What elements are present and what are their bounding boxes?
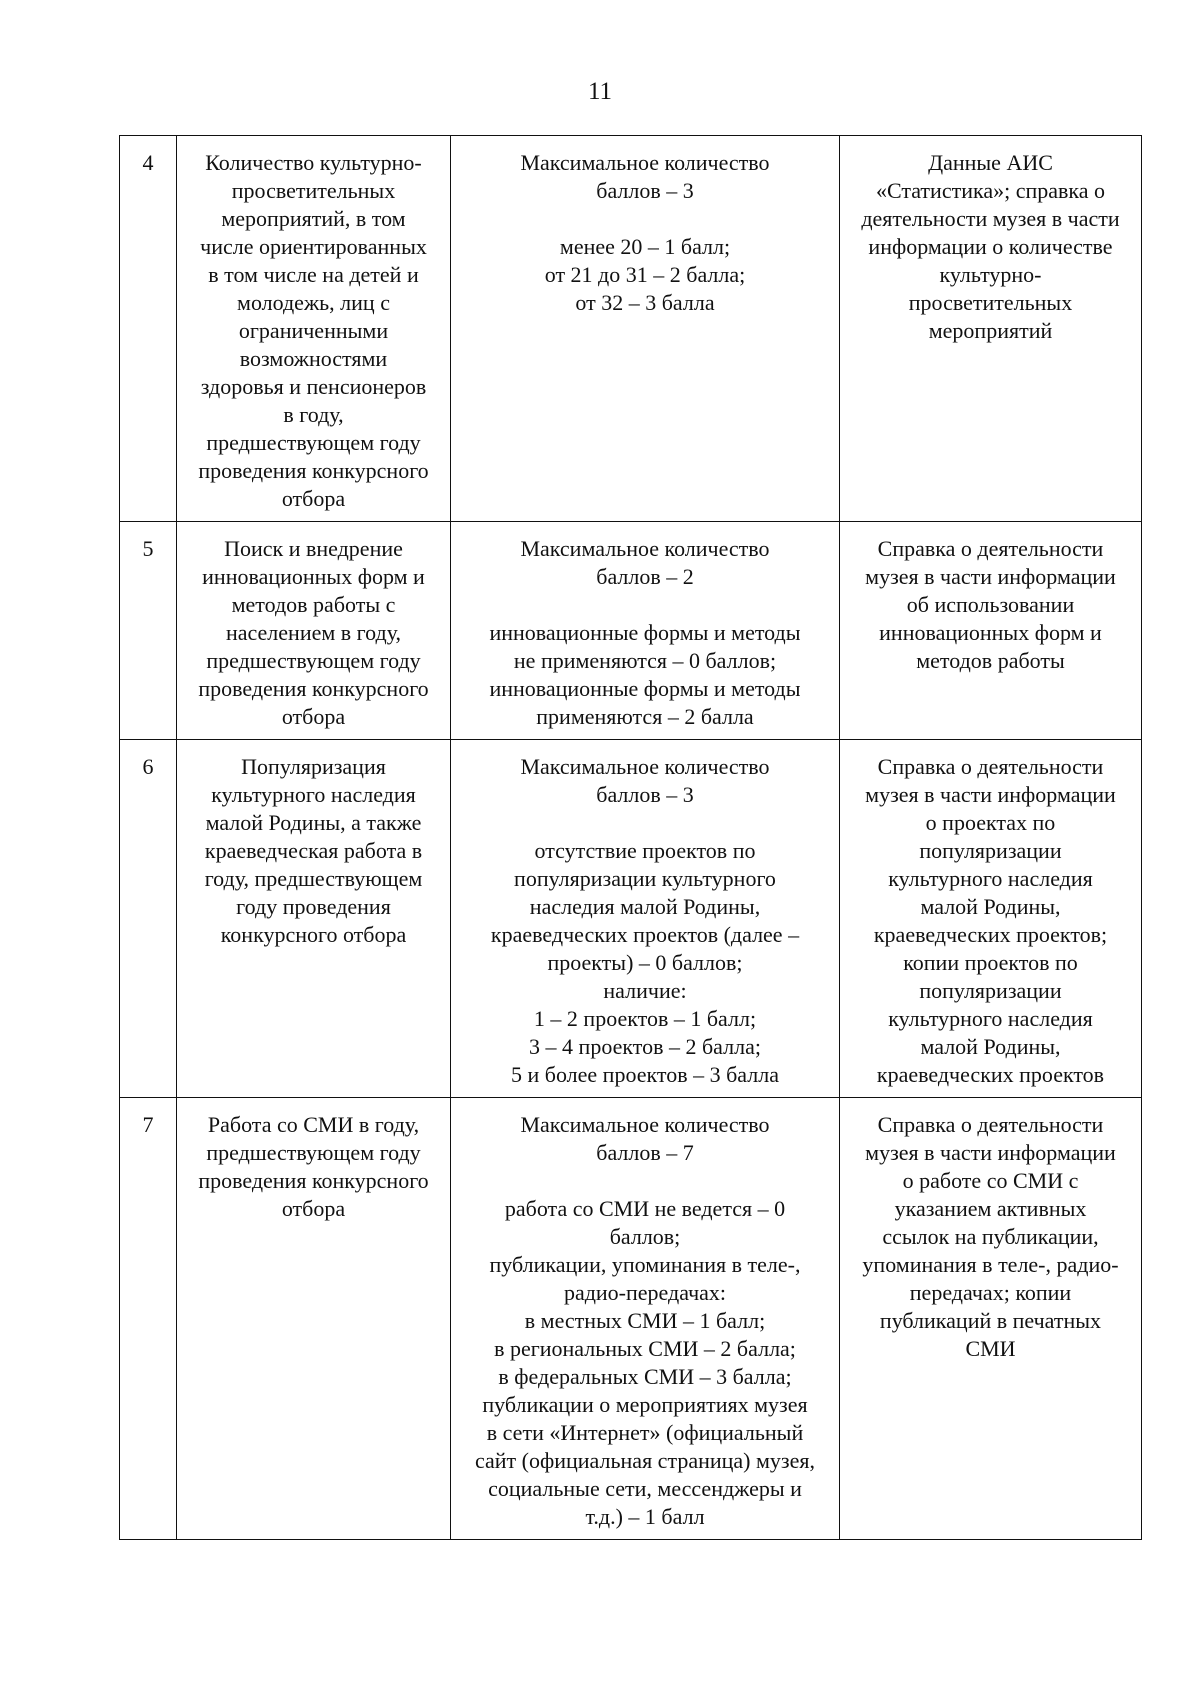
scoring-cell-line: т.д.) – 1 балл (585, 1504, 705, 1529)
scoring-cell-line: 1 – 2 проектов – 1 балл; (533, 1006, 757, 1031)
criterion-cell-line: году, предшествующем (204, 866, 423, 891)
source-cell-line: Справка о деятельности (877, 1112, 1104, 1137)
scoring-cell-line: краеведческих проектов (далее – (490, 922, 800, 947)
criterion-cell-line: Работа со СМИ в году, (207, 1112, 420, 1137)
scoring-cell-line: инновационные формы и методы (489, 620, 801, 645)
source-cell-line: культурного наследия (888, 1006, 1093, 1031)
criterion-cell-line: проведения конкурсного (198, 1168, 429, 1193)
source-cell-line: упоминания в теле-, радио- (862, 1252, 1119, 1277)
source-cell-line: малой Родины, (920, 894, 1061, 919)
source-cell-line: СМИ (965, 1336, 1016, 1361)
scoring-cell-line: наследия малой Родины, (529, 894, 761, 919)
criterion-cell-line: Популяризация (241, 754, 386, 779)
scoring-cell-line: инновационные формы и методы (489, 676, 801, 701)
criterion-cell-line: ограниченными (238, 318, 389, 343)
scoring-cell (451, 1098, 840, 1540)
source-cell-line: музея в части информации (865, 782, 1116, 807)
criterion-cell-line: здоровья и пенсионеров (200, 374, 427, 399)
criterion-cell-line: культурного наследия (211, 782, 416, 807)
criterion-cell-line: методов работы с (231, 592, 396, 617)
table-row (120, 522, 1142, 740)
paragraph-gap (457, 591, 833, 619)
scoring-cell-line: менее 20 – 1 балл; (559, 234, 731, 259)
row-number: 5 (120, 522, 177, 740)
source-cell-line: мероприятий (928, 318, 1053, 343)
scoring-cell-line: баллов – 3 (596, 178, 694, 203)
scoring-cell-line: в региональных СМИ – 2 балла; (494, 1336, 796, 1361)
table-row (120, 740, 1142, 1098)
source-cell-line: об использовании (906, 592, 1075, 617)
paragraph-gap (457, 1167, 833, 1195)
source-cell-line: краеведческих проектов; (873, 922, 1108, 947)
criterion-cell-line: малой Родины, а также (205, 810, 422, 835)
source-cell-line: публикаций в печатных (879, 1308, 1102, 1333)
source-cell-line: музея в части информации (865, 564, 1116, 589)
scoring-cell-line: работа со СМИ не ведется – 0 (504, 1196, 786, 1221)
criterion-cell-line: инновационных форм и (202, 564, 425, 589)
scoring-cell-line: наличие: (603, 978, 687, 1003)
source-cell-line: Справка о деятельности (877, 754, 1104, 779)
source-cell-line: методов работы (916, 648, 1065, 673)
source-cell-line: культурного наследия (888, 866, 1093, 891)
table-row (120, 136, 1142, 522)
scoring-cell (451, 740, 840, 1098)
criterion-cell (177, 740, 451, 1098)
criterion-cell-line: проведения конкурсного (198, 458, 429, 483)
source-cell (840, 522, 1142, 740)
source-cell-line: указанием активных (894, 1196, 1087, 1221)
criterion-cell-line: мероприятий, в том (221, 206, 406, 231)
criterion-cell-line: просветительных (231, 178, 396, 203)
source-cell-line: копии проектов по (903, 950, 1078, 975)
criterion-cell (177, 1098, 451, 1540)
scoring-cell-line: баллов – 3 (596, 782, 694, 807)
source-cell-line: популяризации (919, 978, 1062, 1003)
scoring-cell-line: публикации о мероприятиях музея (482, 1392, 808, 1417)
scoring-cell-line: от 32 – 3 балла (575, 290, 715, 315)
source-cell (840, 740, 1142, 1098)
table-row (120, 1098, 1142, 1540)
source-cell-line: Данные АИС (928, 150, 1053, 175)
source-cell-line: популяризации (919, 838, 1062, 863)
criterion-cell-line: конкурсного отбора (220, 922, 407, 947)
row-number: 4 (120, 136, 177, 522)
row-number: 7 (120, 1098, 177, 1540)
scoring-cell-line: Максимальное количество (520, 1112, 770, 1137)
scoring-cell-line: в федеральных СМИ – 3 балла; (498, 1364, 792, 1389)
source-cell-line: культурно- (939, 262, 1042, 287)
source-cell-line: музея в части информации (865, 1140, 1116, 1165)
paragraph-gap (457, 205, 833, 233)
scoring-cell-line: не применяются – 0 баллов; (513, 648, 777, 673)
source-cell-line: передачах; копии (909, 1280, 1072, 1305)
scoring-cell-line: социальные сети, мессенджеры и (488, 1476, 802, 1501)
source-cell-line: информации о количестве (868, 234, 1113, 259)
source-cell-line: просветительных (908, 290, 1073, 315)
paragraph-gap (457, 809, 833, 837)
criterion-cell-line: Поиск и внедрение (224, 536, 403, 561)
scoring-cell-line: применяются – 2 балла (536, 704, 754, 729)
criterion-cell-line: молодежь, лиц с (237, 290, 390, 315)
source-cell-line: Справка о деятельности (877, 536, 1104, 561)
criterion-cell-line: числе ориентированных (200, 234, 427, 259)
criterion-cell-line: краеведческая работа в (204, 838, 423, 863)
scoring-cell-line: сайт (официальная страница) музея, (474, 1448, 816, 1473)
criterion-cell-line: в том числе на детей и (208, 262, 419, 287)
criterion-cell-line: предшествующем году (206, 1140, 421, 1165)
criterion-cell-line: Количество культурно- (205, 150, 422, 175)
criterion-cell-line: населением в году, (225, 620, 402, 645)
scoring-cell-line: популяризации культурного (514, 866, 776, 891)
scoring-cell (451, 522, 840, 740)
scoring-cell-line: в сети «Интернет» (официальный (486, 1420, 804, 1445)
criterion-cell (177, 522, 451, 740)
criterion-cell-line: предшествующем году (206, 648, 421, 673)
source-cell-line: деятельности музея в части (861, 206, 1120, 231)
source-cell-line: малой Родины, (920, 1034, 1061, 1059)
scoring-cell-line: Максимальное количество (520, 150, 770, 175)
scoring-cell (451, 136, 840, 522)
criterion-cell (177, 136, 451, 522)
source-cell (840, 1098, 1142, 1540)
criterion-cell-line: проведения конкурсного (198, 676, 429, 701)
scoring-cell-line: проекты) – 0 баллов; (547, 950, 743, 975)
scoring-cell-line: публикации, упоминания в теле-, (489, 1252, 801, 1277)
source-cell-line: о проектах по (925, 810, 1056, 835)
source-cell (840, 136, 1142, 522)
criterion-cell-line: отбора (281, 1196, 346, 1221)
scoring-cell-line: радио-передачах: (563, 1280, 727, 1305)
scoring-cell-line: баллов; (609, 1224, 681, 1249)
scoring-cell-line: от 21 до 31 – 2 балла; (544, 262, 746, 287)
criterion-cell-line: отбора (281, 704, 346, 729)
scoring-cell-line: 5 и более проектов – 3 балла (511, 1062, 779, 1087)
row-number: 6 (120, 740, 177, 1098)
scoring-cell-line: баллов – 2 (596, 564, 694, 589)
scoring-cell-line: отсутствие проектов по (534, 838, 756, 863)
criteria-table-body (120, 136, 1142, 1540)
source-cell-line: ссылок на публикации, (882, 1224, 1099, 1249)
criterion-cell-line: в году, (283, 402, 344, 427)
scoring-cell-line: баллов – 7 (596, 1140, 694, 1165)
scoring-cell-line: в местных СМИ – 1 балл; (524, 1308, 766, 1333)
source-cell-line: о работе со СМИ с (902, 1168, 1079, 1193)
criterion-cell-line: году проведения (236, 894, 391, 919)
source-cell-line: краеведческих проектов (876, 1062, 1105, 1087)
criterion-cell-line: отбора (281, 486, 346, 511)
criterion-cell-line: предшествующем году (206, 430, 421, 455)
criteria-table (119, 135, 1142, 1540)
scoring-cell-line: 3 – 4 проектов – 2 балла; (529, 1034, 761, 1059)
scoring-cell-line: Максимальное количество (520, 536, 770, 561)
page-number: 11 (587, 78, 613, 105)
source-cell-line: «Статистика»; справка о (875, 178, 1106, 203)
criterion-cell-line: возможностями (239, 346, 388, 371)
scoring-cell-line: Максимальное количество (520, 754, 770, 779)
source-cell-line: инновационных форм и (879, 620, 1102, 645)
